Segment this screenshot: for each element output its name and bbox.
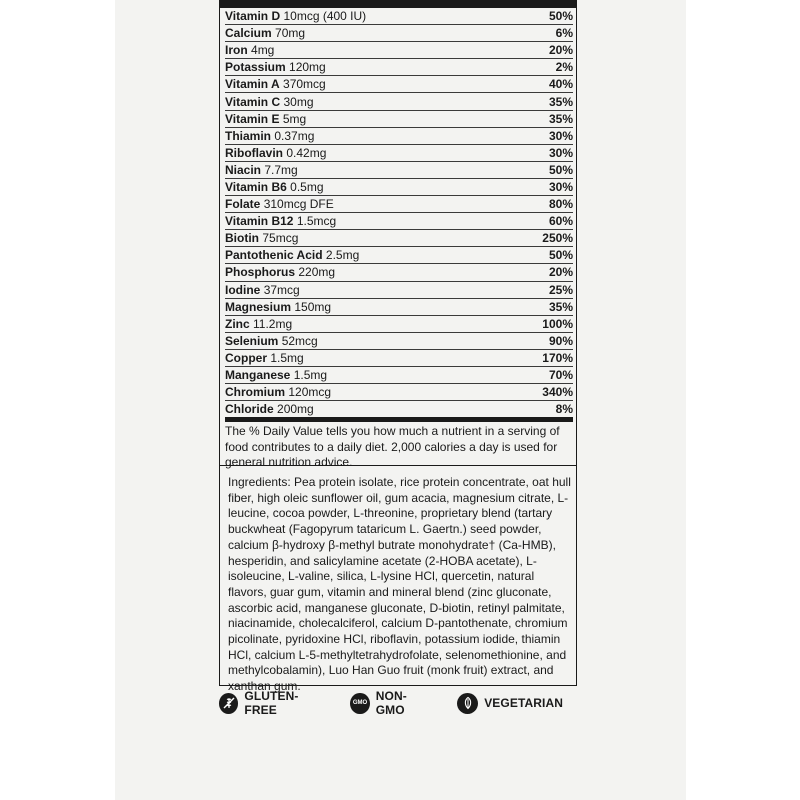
nutrient-daily-value: 35% xyxy=(548,111,573,126)
nutrient-amount: 370mcg xyxy=(283,77,326,92)
nutrient-label xyxy=(225,386,331,398)
nutrient-name: Folate xyxy=(225,197,261,212)
nutrient-name: Biotin xyxy=(225,231,259,246)
nutrient-row xyxy=(225,367,573,384)
nutrient-row xyxy=(225,145,573,162)
nutrient-label xyxy=(225,266,335,278)
nutrient-amount: 310mcg DFE xyxy=(263,197,334,212)
nutrient-row xyxy=(225,93,573,110)
nutrient-daily-value: 50% xyxy=(548,248,573,263)
nutrient-row xyxy=(225,25,573,42)
nutrient-name: Thiamin xyxy=(225,128,272,143)
nutrient-label xyxy=(225,369,327,381)
nutrient-row xyxy=(225,111,573,128)
nutrient-amount: 4mg xyxy=(251,43,275,58)
nutrient-name: Zinc xyxy=(225,316,250,331)
badge-label: VEGETARIAN xyxy=(484,696,563,710)
nutrient-label xyxy=(225,249,359,261)
nutrient-label xyxy=(225,215,336,227)
nutrient-name: Potassium xyxy=(225,60,286,75)
non-gmo-icon xyxy=(350,693,369,714)
nutrient-rows xyxy=(225,8,573,418)
nutrient-daily-value: 30% xyxy=(548,179,573,194)
nutrient-daily-value: 25% xyxy=(548,282,573,297)
thick-divider-bar xyxy=(225,417,573,422)
nutrient-daily-value: 30% xyxy=(548,128,573,143)
nutrient-daily-value: 20% xyxy=(548,43,573,58)
nutrient-label xyxy=(225,27,305,39)
nutrient-daily-value: 6% xyxy=(555,26,573,41)
nutrient-daily-value: 60% xyxy=(548,214,573,229)
nutrient-amount: 200mg xyxy=(277,402,314,417)
nutrient-row xyxy=(225,213,573,230)
nutrient-name: Vitamin B12 xyxy=(225,214,294,229)
nutrient-row xyxy=(225,162,573,179)
nutrient-row xyxy=(225,179,573,196)
nutrient-amount: 0.5mg xyxy=(290,179,324,194)
nutrient-label xyxy=(225,78,326,90)
nutrient-row xyxy=(225,59,573,76)
gluten-free-icon xyxy=(219,693,238,714)
nutrient-amount: 0.42mg xyxy=(286,145,327,160)
nutrient-row xyxy=(225,196,573,213)
nutrient-name: Selenium xyxy=(225,333,279,348)
nutrient-name: Niacin xyxy=(225,162,262,177)
nutrient-label xyxy=(225,96,314,108)
nutrient-label xyxy=(225,403,314,415)
ingredients-text: Ingredients: Pea protein isolate, rice protein concentrate, oat hull fiber, high oleic sunflower oil, gum acacia, magnesium citrate, L-leucine, cocoa powder, L-threonine, proprietary blend (tartary buckwheat (Fagopyrum tataricum L. Gaertn.) seed powder, calcium β-hydroxy β-methyl butrate monohydrate† (Ca-HMB), hesperidin, and salicylamine acetate (2-HOBA acetate), L-isoleucine, L-valine, silica, L-lysine HCl, quercetin, natural flavors, guar gum, vitamin and mineral blend (zinc gluconate, ascorbic acid, manganese gluconate, D-biotin, retinyl palmitate, niacinamide, cholecalciferol, calcium D-pantothenate, chromium picolinate, pyridoxine HCl, riboflavin, potassium iodide, thiamin HCl, calcium L-5-methyltetrahydrofolate, selenomethionine, and methylcobalamin), Luo Han Guo fruit (monk fruit) extract, and xanthan gum. xyxy=(228,475,571,694)
nutrient-row xyxy=(225,42,573,59)
badge-label: GLUTEN-FREE xyxy=(244,689,299,717)
nutrient-name: Iodine xyxy=(225,282,261,297)
nutrient-row xyxy=(225,282,573,299)
nutrient-daily-value: 80% xyxy=(548,197,573,212)
nutrient-daily-value: 50% xyxy=(548,9,573,24)
nutrient-label xyxy=(225,10,366,22)
nutrient-label xyxy=(225,232,298,244)
nutrient-daily-value: 40% xyxy=(548,77,573,92)
nutrient-label xyxy=(225,61,326,73)
nutrient-name: Vitamin D xyxy=(225,9,281,24)
nutrient-daily-value: 8% xyxy=(555,402,573,417)
nutrient-amount: 220mg xyxy=(298,265,336,280)
gmo-icon-text: GMO xyxy=(352,700,368,706)
nutrient-daily-value: 100% xyxy=(542,316,573,331)
nutrient-amount: 2.5mg xyxy=(325,248,360,263)
nutrient-amount: 30mg xyxy=(283,94,314,109)
nutrient-name: Phosphorus xyxy=(225,265,296,280)
nutrient-row xyxy=(225,230,573,247)
nutrient-label xyxy=(225,164,298,176)
nutrient-daily-value: 170% xyxy=(542,350,573,365)
nutrient-amount: 5mg xyxy=(282,111,307,126)
nutrient-daily-value: 90% xyxy=(548,333,573,348)
nutrient-name: Iron xyxy=(225,43,248,58)
nutrient-row xyxy=(225,8,573,25)
nutrient-daily-value: 20% xyxy=(548,265,573,280)
nutrient-label xyxy=(225,318,292,330)
nutrient-label xyxy=(225,147,326,159)
nutrient-amount: 70mg xyxy=(275,26,306,41)
nutrient-name: Riboflavin xyxy=(225,145,284,160)
nutrient-row xyxy=(225,401,573,418)
nutrient-name: Vitamin A xyxy=(225,77,280,92)
nutrient-row xyxy=(225,316,573,333)
nutrient-row xyxy=(225,333,573,350)
ingredients-box xyxy=(219,466,577,694)
nutrient-amount: 120mcg xyxy=(288,385,332,400)
nutrient-daily-value: 2% xyxy=(555,60,573,75)
nutrient-row xyxy=(225,76,573,93)
nutrient-label xyxy=(225,181,324,193)
nutrient-row xyxy=(225,299,573,316)
nutrient-label xyxy=(225,113,306,125)
nutrient-name: Vitamin B6 xyxy=(225,179,287,194)
nutrient-amount: 75mcg xyxy=(262,231,299,246)
nutrient-daily-value: 30% xyxy=(548,145,573,160)
badge-vegetarian xyxy=(457,693,563,714)
nutrient-daily-value: 250% xyxy=(542,231,573,246)
supplement-facts-table xyxy=(219,0,577,469)
nutrient-daily-value: 340% xyxy=(542,385,573,400)
nutrient-daily-value: 35% xyxy=(548,94,573,109)
badge-non-gmo xyxy=(350,689,431,717)
nutrient-amount: 37mcg xyxy=(263,282,300,297)
nutrient-daily-value: 50% xyxy=(548,162,573,177)
nutrient-label xyxy=(225,44,274,56)
nutrient-name: Copper xyxy=(225,350,267,365)
nutrient-row xyxy=(225,128,573,145)
badge-gluten-free xyxy=(219,689,324,717)
nutrient-amount: 52mcg xyxy=(281,333,318,348)
certification-badges xyxy=(219,688,589,718)
nutrient-label xyxy=(225,301,331,313)
nutrient-row xyxy=(225,264,573,281)
badge-label: NON-GMO xyxy=(375,689,407,717)
nutrient-label xyxy=(225,352,304,364)
nutrient-label xyxy=(225,130,314,142)
nutrient-amount: 0.37mg xyxy=(274,128,315,143)
nutrient-name: Magnesium xyxy=(225,299,292,314)
nutrient-name: Calcium xyxy=(225,26,272,41)
top-divider-bar xyxy=(220,0,576,8)
nutrient-name: Chromium xyxy=(225,385,285,400)
nutrient-name: Vitamin E xyxy=(225,111,280,126)
daily-value-footnote: The % Daily Value tells you how much a nutrient in a serving of food contributes to a daily diet. 2,000 calories a day is used for general nutrition advice. xyxy=(225,424,560,469)
leaf-icon xyxy=(457,693,478,714)
nutrient-name: Chloride xyxy=(225,402,274,417)
nutrient-amount: 7.7mg xyxy=(264,162,298,177)
nutrient-amount: 10mcg (400 IU) xyxy=(283,9,367,24)
nutrient-amount: 150mg xyxy=(294,299,332,314)
nutrient-amount: 1.5mg xyxy=(293,368,328,383)
nutrient-amount: 11.2mg xyxy=(253,316,293,331)
nutrient-row xyxy=(225,350,573,367)
nutrient-name: Pantothenic Acid xyxy=(225,248,323,263)
nutrient-label xyxy=(225,284,300,296)
nutrient-daily-value: 35% xyxy=(548,299,573,314)
nutrient-label xyxy=(225,335,318,347)
nutrient-row xyxy=(225,247,573,264)
nutrient-amount: 1.5mcg xyxy=(296,214,337,229)
nutrient-daily-value: 70% xyxy=(548,368,573,383)
nutrient-row xyxy=(225,384,573,401)
nutrient-name: Manganese xyxy=(225,368,291,383)
nutrient-name: Vitamin C xyxy=(225,94,281,109)
nutrient-amount: 120mg xyxy=(289,60,326,75)
nutrient-amount: 1.5mg xyxy=(270,350,304,365)
nutrient-label xyxy=(225,198,334,210)
